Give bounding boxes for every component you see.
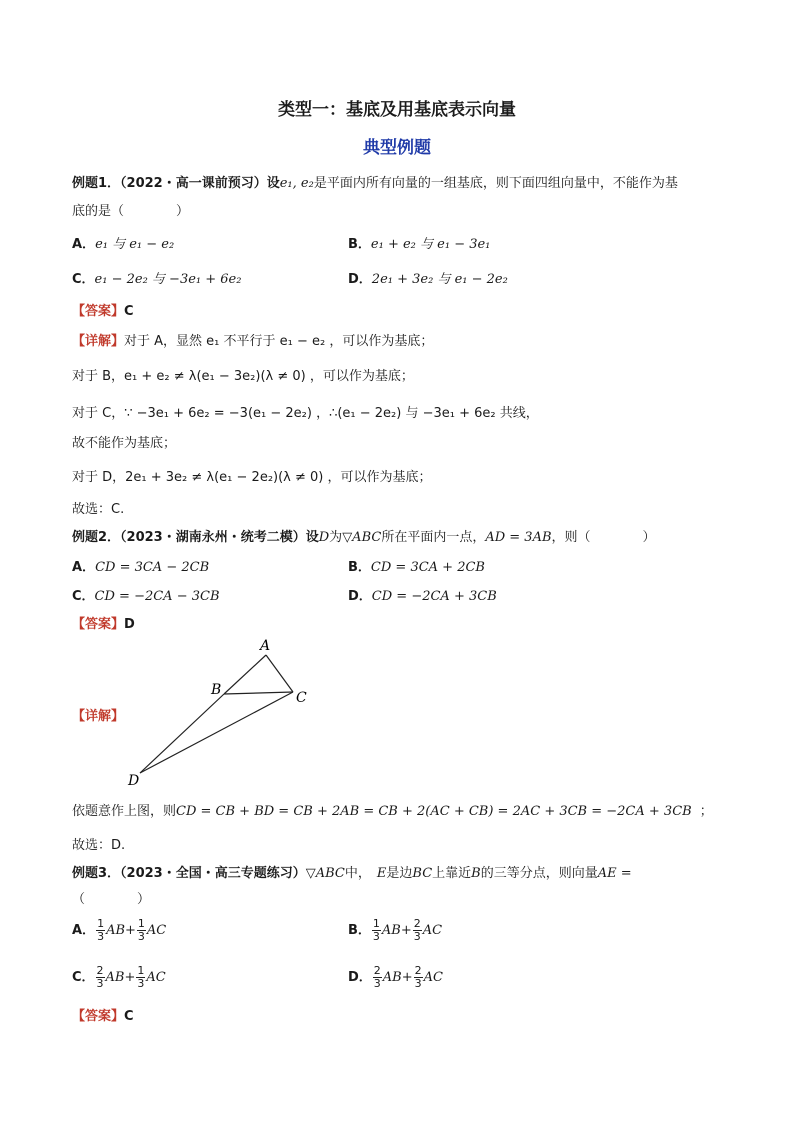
q2-option-b-label: B．: [348, 560, 371, 575]
q3-option-a-frac2: $\frac{1}{3}$: [137, 917, 145, 943]
q3-answer-value: C: [124, 1009, 134, 1024]
q3-option-d: [348, 965, 443, 990]
q3-stem-bc: BC: [412, 866, 433, 881]
q1-option-a-label: A．: [72, 237, 96, 252]
q3-option-b-vec2: AC: [422, 923, 443, 938]
q3-option-d-vec2: AC: [423, 970, 443, 985]
q3-option-d-frac2: $\frac{2}{3}$: [414, 964, 422, 990]
q3-stem-b: B: [471, 866, 481, 881]
q1-option-d: [348, 268, 508, 287]
q2-detail-tag-text: 【详解】: [72, 709, 125, 724]
q3-option-b-op: +: [400, 923, 412, 938]
q3-option-c-op: +: [124, 970, 136, 985]
q1-detail-line3: 对于 C，∵ −3e₁ + 6e₂ = −3(e₁ − 2e₂) ，∴(e₁ − 2e₂) 与 −3e₁ + 6e₂ 共线，: [72, 406, 539, 421]
q3-stem-in: 中，: [344, 866, 371, 881]
q2-stem-plane: 所在平面内一点，: [381, 530, 486, 545]
q1-option-d-label: D．: [348, 272, 372, 287]
q1-stem-middle: 是平面内所有向量的一组基底，则下面四组向量中，不能作为基: [313, 176, 678, 191]
q1-detail-text1: 对于 A，显然 e₁ 不平行于 e₁ − e₂ ，可以作为基底；: [124, 334, 434, 349]
q2-stem-equation: AD = 3AB: [485, 530, 552, 545]
q1-detail-line5: 对于 D，2e₁ + 3e₂ ≠ λ(e₁ − 2e₂)(λ ≠ 0) ，可以作为基底；: [72, 470, 432, 485]
q3-option-c-vec2: AC: [146, 970, 166, 985]
q3-option-b-frac1: $\frac{1}{3}$: [372, 917, 380, 943]
q2-answer-value: D: [124, 617, 135, 632]
q3-option-d-op: +: [401, 970, 413, 985]
q2-detail-line1: [72, 800, 713, 819]
q2-answer-tag: 【答案】: [72, 617, 125, 632]
q3-option-c-vec1: AB: [105, 970, 125, 985]
q1-stem-vectors: e₁, e₂: [279, 176, 314, 191]
q2-stem-then: ，则（ ）: [551, 530, 656, 545]
q1-stem-line1: [72, 172, 678, 191]
page-title: 类型一：基底及用基底表示向量: [278, 100, 516, 120]
q3-option-c-frac1: $\frac{2}{3}$: [96, 964, 104, 990]
q3-option-a-label: A．: [72, 923, 96, 938]
q1-option-b: [348, 233, 490, 252]
q1-option-a-text: e₁ 与 e₁ − e₂: [95, 237, 175, 252]
q3-stem-paren: （ ）: [72, 892, 151, 907]
q3-option-b-frac2: $\frac{2}{3}$: [413, 917, 421, 943]
q1-detail-line1: [72, 330, 433, 349]
q3-option-d-frac1: $\frac{2}{3}$: [373, 964, 381, 990]
q1-stem-prefix: 例题1．（2022・高一课前预习）设: [72, 176, 280, 191]
q3-option-a-vec2: AC: [146, 923, 167, 938]
q2-option-c: [72, 585, 220, 604]
q3-option-d-label: D．: [348, 970, 372, 985]
q3-option-d-vec1: AB: [382, 970, 402, 985]
q2-option-c-text: CD = −2CA − 3CB: [94, 589, 220, 604]
q2-option-d-label: D．: [348, 589, 372, 604]
q1-answer-tag: 【答案】: [72, 304, 125, 319]
q2-option-b-text: CD = 3CA + 2CB: [370, 560, 485, 575]
q1-option-c-text: e₁ − 2e₂ 与 −3e₁ + 6e₂: [94, 272, 242, 287]
point-d-label: D: [128, 773, 140, 789]
q2-option-b: [348, 556, 485, 575]
q2-detail-suffix: ；: [699, 804, 713, 819]
q2-triangle-figure: [120, 630, 320, 790]
q2-option-d-text: CD = −2CA + 3CB: [371, 589, 497, 604]
point-c-label: C: [296, 690, 307, 706]
q3-option-a: [72, 918, 166, 943]
q3-stem-line1: [72, 862, 632, 881]
q2-option-d: [348, 585, 497, 604]
q3-option-c: [72, 965, 166, 990]
q1-detail-line4: 故不能作为基底；: [72, 436, 177, 451]
q3-option-c-label: C．: [72, 970, 95, 985]
q3-stem-near: 上靠近: [432, 866, 472, 881]
point-b-label: B: [211, 682, 222, 698]
q2-stem-point: D: [318, 530, 330, 545]
q3-stem-trisect: 的三等分点，则向量: [480, 866, 598, 881]
q2-stem-wei: 为: [329, 530, 343, 545]
q3-option-b-label: B．: [348, 923, 371, 938]
q1-option-c: [72, 268, 241, 287]
q1-option-d-text: 2e₁ + 3e₂ 与 e₁ − 2e₂: [371, 272, 508, 287]
q1-option-b-label: B．: [348, 237, 371, 252]
segment-ab: [224, 655, 266, 694]
q2-detail-derivation: CD = CB + BD = CB + 2AB = CB + 2(AC + CB) = 2AC + 3CB = −2CA + 3CB: [176, 804, 692, 819]
q2-stem-prefix: 例题2．（2023・湖南永州・统考二模）设: [72, 530, 319, 545]
segment-dc: [140, 692, 293, 773]
q2-choose: 故选：D.: [72, 838, 126, 853]
q3-option-c-frac2: $\frac{1}{3}$: [137, 964, 145, 990]
q1-answer-value: C: [124, 304, 134, 319]
q1-detail-line2: 对于 B，e₁ + e₂ ≠ λ(e₁ − 3e₂)(λ ≠ 0) ，可以作为基底；: [72, 369, 414, 384]
q2-option-a: [72, 556, 209, 575]
q2-stem-triangle: ▽ABC: [342, 530, 382, 545]
q2-stem: [72, 526, 656, 545]
q2-option-a-label: A．: [72, 560, 96, 575]
segment-ac: [266, 655, 293, 692]
q3-option-b-vec1: AB: [381, 923, 401, 938]
q3-stem-triangle: ▽ABC: [305, 866, 345, 881]
q1-stem-line2: 底的是（ ）: [72, 204, 190, 219]
segment-bd: [140, 694, 224, 773]
section-subtitle: 典型例题: [363, 138, 431, 158]
q3-option-a-vec1: AB: [106, 923, 126, 938]
q3-option-a-frac1: $\frac{1}{3}$: [97, 917, 105, 943]
q1-detail-tag: 【详解】: [72, 334, 125, 349]
q1-option-a: [72, 233, 174, 252]
q3-option-a-op: +: [125, 923, 136, 938]
q3-answer: [72, 1005, 134, 1024]
q3-option-b: [348, 918, 442, 943]
q2-detail-prefix: 依题意作上图，则: [72, 804, 177, 819]
q1-choose: 故选：C.: [72, 502, 125, 517]
point-a-label: A: [260, 638, 271, 654]
q2-option-c-label: C．: [72, 589, 95, 604]
segment-bc: [224, 692, 293, 694]
q1-option-c-label: C．: [72, 272, 95, 287]
q3-stem-side: 是边: [386, 866, 413, 881]
q3-stem-ae: AE =: [597, 866, 632, 881]
q3-stem-prefix: 例题3．（2023・全国・高三专题练习）: [72, 866, 306, 881]
q3-stem-e: E: [376, 866, 387, 881]
q2-option-a-text: CD = 3CA − 2CB: [95, 560, 210, 575]
q3-answer-tag: 【答案】: [72, 1009, 125, 1024]
q1-option-b-text: e₁ + e₂ 与 e₁ − 3e₁: [370, 237, 491, 252]
q2-detail-tag: [72, 705, 124, 724]
q1-answer: [72, 300, 134, 319]
